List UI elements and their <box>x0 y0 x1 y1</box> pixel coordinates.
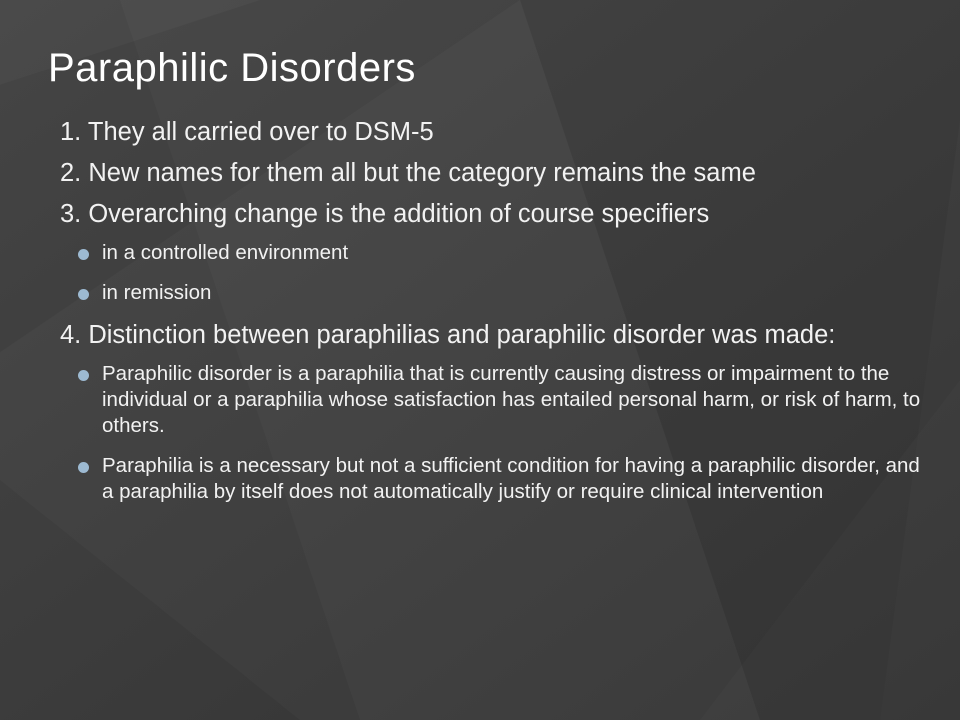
sub-list-item <box>60 240 925 266</box>
sub-list-item-text: in remission <box>102 281 212 304</box>
list-item: 3. Overarching change is the addition of course specifiers <box>60 200 710 228</box>
bullet-dot-icon <box>78 289 89 300</box>
slide-content <box>60 117 925 515</box>
sub-list-item <box>60 361 925 439</box>
list-item: 4. Distinction between paraphilias and paraphilic disorder was made: <box>60 321 836 349</box>
list-item: 1. They all carried over to DSM-5 <box>60 118 434 146</box>
sub-list-item-text: Paraphilia is a necessary but not a sufficient condition for having a paraphilic disorder, and a paraphilia by itself does not automatically justify or require clinical intervention <box>102 454 920 503</box>
bullet-dot-icon <box>78 462 89 473</box>
list-item: 2. New names for them all but the category remains the same <box>60 159 756 187</box>
bullet-dot-icon <box>78 249 89 260</box>
sub-list-item <box>60 280 925 306</box>
sub-list-item <box>60 453 925 505</box>
bullet-dot-icon <box>78 370 89 381</box>
slide-title: Paraphilic Disorders <box>48 46 416 90</box>
sub-list-item-text: in a controlled environment <box>102 241 349 264</box>
sub-list-item-text: Paraphilic disorder is a paraphilia that is currently causing distress or impairment to the individual or a paraphilia whose satisfaction has entailed personal harm, or risk of harm, to others. <box>102 362 921 437</box>
